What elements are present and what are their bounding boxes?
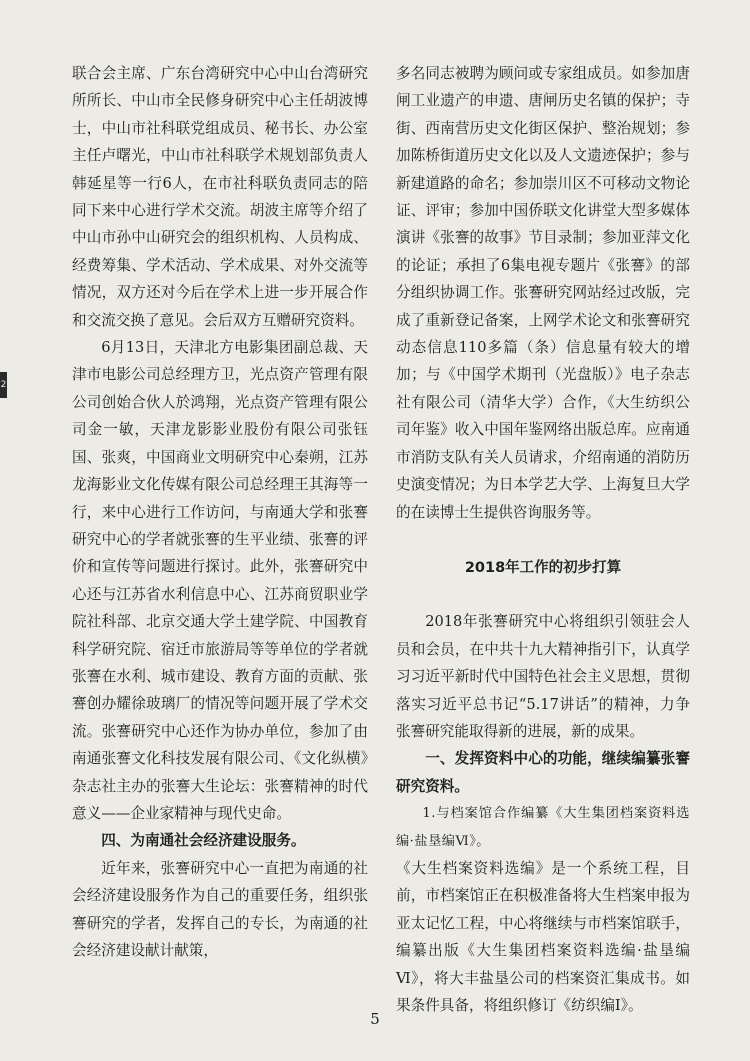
- paragraph-economic-service: 近年来，张謇研究中心一直把为南通的社会经济建设服务作为自己的重要任务，组织张謇研究的学者，发挥自己的专长，为南通的社会经济建设献计献策，: [72, 859, 368, 959]
- page-number: 5: [370, 1010, 380, 1028]
- page-edge-mark: 2: [0, 372, 7, 398]
- heading-resource-center: 一、发挥资料中心的功能，继续编纂张謇研究资料。: [396, 750, 690, 795]
- paragraph-zhongshan-visit: 联合会主席、广东台湾研究中心中山台湾研究所所长、中山市全民修身研究中心主任胡波博士，中山市社科联党组成员、秘书长、办公室主任卢曙光，中山市社科联学术规划部负责人韩延星等一行6人，在市社科联负责同志的陪同下来中心进行学术交流。胡波主席等介绍了中山市孙中山研究会的组织机构、人员构成、经费筹集、学术活动、学术成果、对外交流等情况，双方还对今后在学术上进一步开展合作和交流交换了意见。会后双方互赠研究资料。: [72, 65, 368, 329]
- paragraph-tianjin-visit: 6月13日，天津北方电影集团副总裁、天津市电影公司总经理方卫，光点资产管理有限公司创始合伙人於鸿翔，光点资产管理有限公司金一敏，天津龙影影业股份有限公司张钰国、张爽，中国商业文明研究中心秦朔，江苏龙海影业文化传媒有限公司总经理王其海等一行，来中心进行工作访问，与南通大学和张謇研究中心的学者就张謇的生平业绩、张謇的评价和宣传等问题进行探讨。此外，张謇研究中心还与江苏省水利信息中心、江苏商贸职业学院社科部、北京交通大学土建学院、中国教育科学研究院、宿迁市旅游局等等单位的学者就张謇在水利、城市建设、教育方面的贡献、张謇创办耀徐玻璃厂的情况等问题开展了学术交流。张謇研究中心还作为协办单位，参加了由南通张謇文化科技发展有限公司、《文化纵横》杂志社主办的张謇大生论坛：张謇精神的时代意义——企业家精神与现代史命。: [72, 339, 368, 822]
- paragraph-archive-compilation: 《大生档案资料选编》是一个系统工程，目前，市档案馆正在积极准备将大生档案申报为亚太记忆工程，中心将继续与市档案馆联手，编纂出版《大生集团档案资料选编·盐垦编Ⅵ》，将大丰盐垦公司的档案资汇集成书。如果条件具备，将组织修订《纺织编Ⅰ》。: [396, 859, 690, 1014]
- left-column: [72, 60, 368, 964]
- subheading-archive-compilation: 1.与档案馆合作编纂《大生集团档案资料选编·盐垦编Ⅵ》。: [396, 806, 690, 849]
- section-title-2018-plan: 2018年工作的初步打算: [464, 559, 622, 576]
- paragraph-2018-intro: 2018年张謇研究中心将组织引领驻会人员和会员，在中共十九大精神指引下，认真学习习近平新时代中国特色社会主义思想，贯彻落实习近平总书记“5.17讲话”的精神，力争张謇研究能取得新的进展，新的成果。: [396, 613, 690, 740]
- right-column: [396, 60, 690, 1019]
- section-heading-economic-service: 四、为南通社会经济建设服务。: [101, 832, 306, 850]
- paragraph-advisors: 多名同志被聘为顾问或专家组成员。如参加唐闸工业遗产的申遗、唐闸历史名镇的保护；寺街、西南营历史文化街区保护、整治规划；参加陈桥街道历史文化以及人文遗迹保护；参与新建道路的命名；参加崇川区不可移动文物论证、评审；参加中国侨联文化讲堂大型多媒体演讲《张謇的故事》节目录制；参加亚萍文化的论证；承担了6集电视专题片《张謇》的部分组织协调工作。张謇研究网站经过改版，完成了重新登记备案，上网学术论文和张謇研究动态信息110多篇（条）信息量有较大的增加；与《中国学术期刊（光盘版）》电子杂志社有限公司（清华大学）合作，《大生纺织公司年鉴》收入中国年鉴网络出版总库。应南通市消防支队有关人员请求，介绍南通的消防历史演变情况；为日本学艺大学、上海复旦大学的在读博士生提供咨询服务等。: [396, 65, 690, 521]
